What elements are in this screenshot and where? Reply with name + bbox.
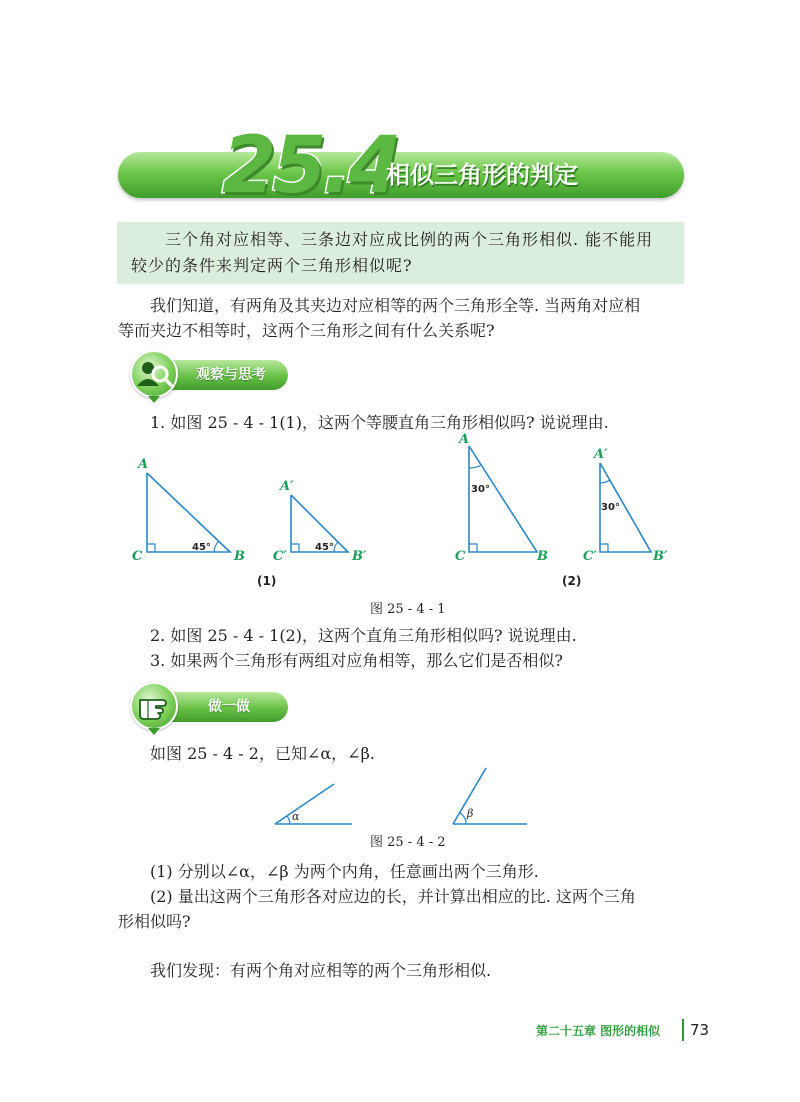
angle-alpha (275, 784, 352, 824)
intro-line-2: 较少的条件来判定两个三角形相似呢? (131, 256, 413, 275)
label-B-prime-2: B′ (653, 549, 668, 564)
doit-intro: 如图 25 - 4 - 2，已知∠α，∠β. (150, 744, 375, 763)
label-A-2: A (459, 432, 470, 447)
angle-beta (453, 768, 527, 824)
label-B: B (234, 549, 245, 564)
label-C: C (132, 549, 143, 564)
question-1: 1. 如图 25 - 4 - 1(1)，这两个等腰直角三角形相似吗? 说说理由. (150, 413, 609, 432)
label-C-2: C (455, 549, 466, 564)
para1-line-2: 等而夹边不相等时，这两个三角形之间有什么关系呢? (118, 321, 495, 340)
label-A-prime: A′ (280, 479, 294, 494)
doit-header (118, 680, 288, 732)
para1-line-1: 我们知道，有两角及其夹边对应相等的两个三角形全等. 当两角对应相 (150, 296, 641, 315)
footer-chapter: 第二十五章 图形的相似 (536, 1024, 661, 1038)
doit-label: 做一做 (208, 699, 250, 715)
observe-label: 观察与思考 (196, 367, 266, 383)
sub-caption-1: (1) (257, 574, 277, 588)
hand-pointing-icon (130, 682, 178, 730)
doit-step-2-line-1: (2) 量出这两个三角形各对应边的长，并计算出相应的比. 这两个三角 (150, 887, 636, 906)
intro-line-1: 三个角对应相等、三条边对应成比例的两个三角形相似. 能不能用 (165, 230, 654, 249)
label-C-prime: C′ (273, 549, 287, 564)
label-C-prime-2: C′ (583, 549, 597, 564)
label-A-prime-2: A′ (594, 447, 608, 462)
question-2: 2. 如图 25 - 4 - 1(2)，这两个直角三角形相似吗? 说说理由. (150, 626, 577, 645)
footer-divider (682, 1019, 684, 1041)
section-title: 相似三角形的判定 (386, 161, 578, 189)
label-A: A (138, 457, 149, 472)
triangle-abc-30 (455, 432, 548, 564)
page-number: 73 (690, 1021, 710, 1039)
doit-step-1: (1) 分别以∠α，∠β 为两个内角，任意画出两个三角形. (150, 862, 539, 881)
chevron-down-icon (148, 728, 160, 735)
question-3: 3. 如果两个三角形有两组对应角相等，那么它们是否相似? (150, 651, 563, 670)
intro-box (117, 222, 684, 284)
label-B-prime: B′ (352, 549, 367, 564)
beta-label: β (467, 807, 474, 820)
angle-45-label: 45° (192, 542, 211, 553)
conclusion: 我们发现：有两个角对应相等的两个三角形相似. (150, 961, 492, 980)
figure-25-4-1 (110, 430, 700, 600)
figure-1-caption: 图 25 - 4 - 1 (370, 602, 446, 617)
figure-25-4-2 (270, 762, 540, 832)
alpha-label: α (292, 810, 300, 823)
section-number: 25.4 (222, 121, 399, 211)
angle-30-prime-label: 30° (601, 502, 620, 513)
doit-step-2-line-2: 形相似吗? (118, 912, 191, 931)
label-B-2: B (537, 549, 548, 564)
triangle-abc-prime-45 (273, 479, 367, 564)
figure-2-caption: 图 25 - 4 - 2 (370, 835, 446, 850)
angle-30-label: 30° (471, 484, 490, 495)
magnifier-person-icon (130, 350, 178, 398)
observe-header (118, 348, 288, 400)
sub-caption-2: (2) (562, 574, 582, 588)
triangle-abc-45 (132, 457, 245, 564)
chevron-down-icon (148, 396, 160, 403)
triangle-abc-prime-30 (583, 447, 668, 564)
angle-45-prime-label: 45° (315, 542, 334, 553)
